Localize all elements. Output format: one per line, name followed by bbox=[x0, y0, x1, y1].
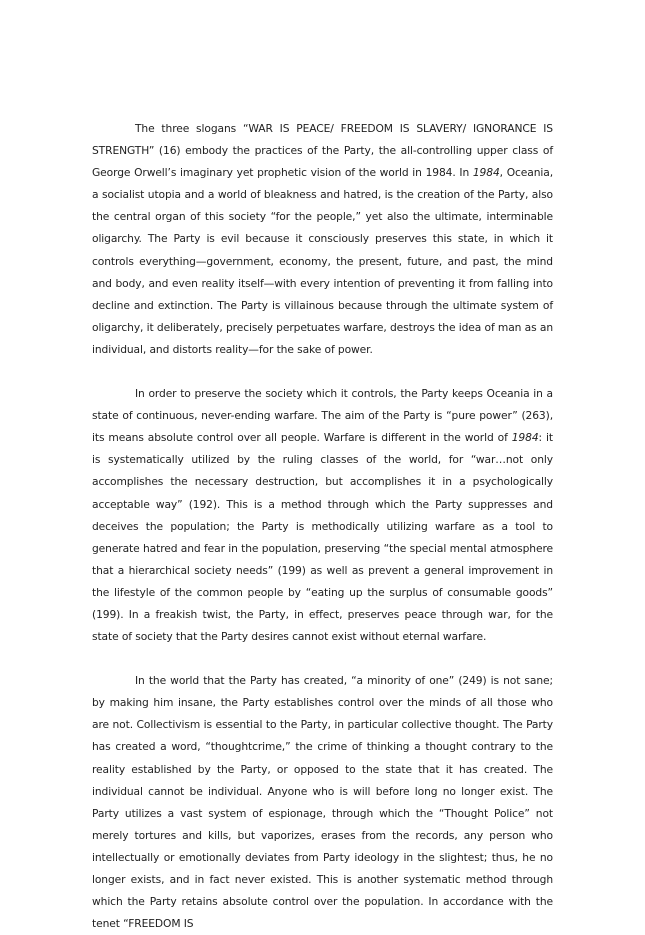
paragraph-2 bbox=[92, 383, 553, 648]
paragraph-2-text-b: : it is systematically utilized by the ruling classes of the world, for “war…not only accomplishes the necessary destruction, but accomplishes it in a psychologically acceptable way” (192). This is a method through which the Party suppresses and deceives the population; the Party is methodically utilizing warfare as a tool to generate hatred and fear in the population, preserving “the special mental atmosphere that a hierarchical society needs” (199) as well as prevent a general improvement in the lifestyle of the common people by “eating up the surplus of consumable goods” (199). In a freakish twist, the Party, in effect, preserves peace through war, for the state of society that the Party desires cannot exist without eternal warfare. bbox=[92, 431, 554, 644]
paragraph-2-italic-title: 1984 bbox=[511, 431, 539, 445]
paragraph-2-text-a: In order to preserve the society which it controls, the Party keeps Oceania in a state of continuous, never-ending warfare. The aim of the Party is “pure power” (263), its means absolute control over all people. Warfare is different in the world of bbox=[92, 387, 553, 445]
paragraph-1 bbox=[92, 118, 553, 361]
paragraph-3 bbox=[92, 670, 553, 935]
paragraph-1-text-b: , Oceania, a socialist utopia and a world of bleakness and hatred, is the creation of the Party, also the central organ of this society “for the people,” yet also the ultimate, interminable oligarchy. The Party is evil because it consciously preserves this state, in which it controls everything—government, economy, the present, future, and past, the mind and body, and even reality itself—with every intention of preventing it from falling into decline and extinction. The Party is villainous because through the ultimate system of oligarchy, it deliberately, precisely perpetuates warfare, destroys the idea of man as an individual, and distorts reality—for the sake of power. bbox=[92, 166, 553, 356]
paragraph-3-text: In the world that the Party has created, “a minority of one” (249) is not sane; by making him insane, the Party establishes control over the minds of all those who are not. Collectivism is essential to the Party, in particular collective thought. The Party has created a word, “thoughtcrime,” the crime of thinking a thought contrary to the reality established by the Party, or opposed to the state that it has created. The individual cannot be individual. Anyone who is will before long no longer exist. The Party utilizes a vast system of espionage, through which the “Thought Police” not merely tortures and kills, but vaporizes, erases from the records, any person who intellectually or emotionally deviates from Party ideology in the slightest; thus, he no longer exists, and in fact never existed. This is another systematic method through which the Party retains absolute control over the population. In accordance with the tenet “FREEDOM IS bbox=[92, 674, 553, 931]
paragraph-1-text-a: The three slogans “WAR IS PEACE/ FREEDOM IS SLAVERY/ IGNORANCE IS STRENGTH” (16) embody the practices of the Party, the all-controlling upper class of George Orwell’s imaginary yet prophetic vision of the world in 1984. In bbox=[92, 122, 553, 180]
paragraph-1-italic-title: 1984 bbox=[472, 166, 500, 180]
